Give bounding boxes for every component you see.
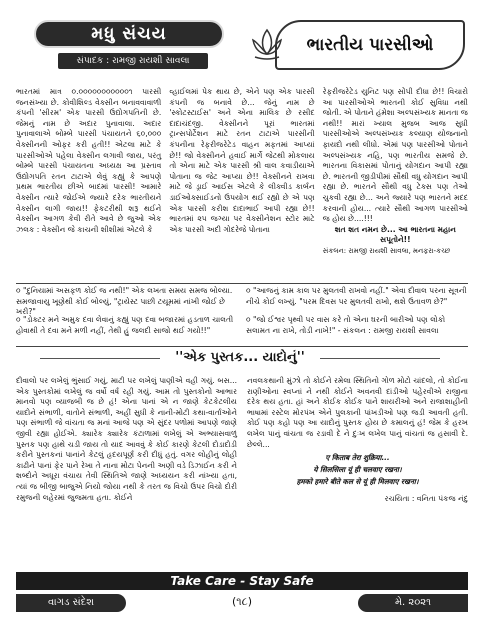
story-column-1	[16, 376, 237, 505]
poem-line: ए किताब तेरा शुक्रिया...	[325, 453, 390, 463]
compiler-credit: સંકલન: રામજી રાયશી સાવલા, મનફરા-કચ્છ	[322, 246, 451, 255]
story-text: દીવાલો પર લખેલું ભુંસાઈ ગયું, માટી પર લખેલું પાણીએ વહી ગયું. બસ... એક પુસ્તકોમાં લખેલું જ વર્ષો વર્ષ રહી ગયું. આમ તો પુસ્તકોનો આભાર માનવો પણ વ્યાજબી જ છે હં! એના પાનાં એ ન જાણે કેટકેટલીય યાદોને સંભાળી, વાતોને સંભાળી, અહીં સુધી કે નાની-મોટી કથા-વાર્તાઓને પણ સંભાળી જે વાંચતા જ મનાં આજે પણ એ સુંદર પળોમાં આપણે જાણે જીવી રહ્યા હોઈએ. ક્યારેક ક્યારેક કંટાળામાં લખેલું એ અભ્યાસવાળું પુસ્તક પણ હાથે ચડી જાય તો યાદ આવવું કે કોઈ કારણે કેટલી દોડાદોડી કરીને પુસ્તકનાં પાનાંને કેટલું હૃદયપૂર્ણ કરી દીધું હતું. વગર લોહીનું લોહી કાઢીને પાનાં ફેર પાને રેખા તે નાના મોટા પેનની અણી વડે ડિઝાઈન કરી ને શબ્દોને અધૂરા વંચાય તેવી સ્થિતિએ જાણે અધ્યયન કરી નાંખ્યા હતા, ત્યાં જ બીજી બાજુએ નિયો જોયા નથી કે તરત જ વિચો ઉપર વિચો દોરી રમુજની લહેરમાં જુજમતા હતા. કોઈને	[16, 376, 237, 502]
page-number: (૧૮)	[231, 595, 253, 608]
quote: ૦ "આજનું કામ કાલ પર મુલતવી રાખવો નહીં." એવા દીવાલ પરના સૂત્રની નીચે કોઈ લખ્યું. "પરમ દિવસ પર મુલતવી રાખો, થશે ઉતાવળ છે?"	[246, 286, 467, 306]
divider	[16, 346, 468, 347]
article-title: ભારતીય પારસીઓ	[275, 20, 465, 70]
article-text: રેફરીજરેટેડ યુનિટ પણ સોંપી દીધા છે!! વિચારો આ પારસીઓએ ભારતની કોઈ સુવિધા નથી જોતી. એ પોતાને હંમેશા અલ્પસંખ્યક માનતા જ નથી!! મારાં ખ્યાલ મુજબ આજ સુધી પારસીઓએ અલ્પસંખ્યક કલ્યાણ યોજનાનો ફાયદો નથી લીધો. એમાં પણ પારસીઓ પોતાને અલ્પસંખ્યક નહિ, પણ ભારતીય સમજે છે. ભારતના વિકાસમાં પોતાનું યોગદાન આપી રહ્યા છે. ભારતની જીડીપીમાં સૌથી વધુ યોગદાન આપી રહ્યા છે. ભારતને સૌથી વધુ ટેક્સ પણ તેઓ ચુકવી રહ્યા છે... અને જ્યારે પણ ભારતને મદદ કરવાની હોય... ત્યારે સૌથી આગળ પારસીઓ જ હોય છે....!!!	[322, 87, 468, 224]
divider	[16, 283, 468, 284]
quote: ૦ "જો ઈશ્વર પૃથ્વી પર વાસ કરે તો એના ઘરની બારીઓ પણ લોકો સલામત ના રાખે, તોડી નાખે!" - સંકલન : રામજી રાયશી સાવલા	[246, 315, 446, 335]
story-author: રચયિતા : વનિતા પંકજ નંદુ	[384, 494, 468, 504]
poem-line: ये सिलसिला यूं ही चलवाए रखना।	[313, 465, 402, 475]
story-column-2	[247, 376, 468, 505]
article-header	[247, 20, 467, 72]
quote: ૦ "ડોક્ટર મને અમુક દવા લેવાનું કહ્યું પણ દવા બજારમાં હડતાળ ચાલતી હોવાથી તે દવા મને મળી નહીં, તેથી હું જલદી સાજો થઈ ગયો!!"	[16, 315, 234, 335]
safety-banner: Take Care - Stay Safe	[16, 572, 468, 590]
issue-date: મે. ૨૦૨૧	[358, 594, 468, 612]
article-text: વ્હાઈલમાં પેક થાય છે, એને પણ એક પારસી કંપની જ બનાવે છે... જેનું નામ છે 'સ્કોટસ્ટાઈસ' અને એના માલિક છે રસીદ દાદાચંદજી. વેક્સીનને પૂરાં ભારતમાં ટ્રાન્સપોર્ટેશન માટે રતન ટાટાએ પારસીની કંપનીના રેફરીજરેટેડ વાહન મફતમાં આપ્યાં છે!! જો વેક્સીનને હવાઈ માર્ગે જેટથી મોકલાય તો એના માટે એક પારસી શ્રી વાલ કવાડીયાએ પોતાના જ જેટ આપ્યા છે!! વેક્સીનને રાખવા માટે જે ડ્રાઈ આઈસ એટલે કે લીક્વીડ કાર્બન ડાઈઓક્સાઈડનો ઉપયોગ થઈ રહ્યો છે એ પણ એક પારસી કરીશ દાદાભાઈ આપી રહ્યા છે!! ભારતમાં ૨૫ જગ્યા પર વેક્સીનેશન સ્ટોર માટે એક પારસી અદી ગોદરેજે પોતાના	[169, 87, 315, 234]
hindi-poem	[247, 452, 468, 488]
article-column-3	[323, 87, 468, 257]
column-title: મધુ સંચય	[34, 20, 224, 48]
column-header	[18, 20, 245, 72]
story-body	[16, 376, 468, 505]
article-column-2	[169, 87, 314, 257]
page-footer	[16, 592, 468, 614]
magazine-name: વાગડ સંદેશ	[16, 594, 126, 612]
tribute-line: શત શત નમન છે... આ ભારતના મહાન સપૂતોને!!	[334, 224, 456, 245]
editor-byline: સંપાદક : રામજી રાયશી સાવલા	[58, 53, 208, 69]
quote-row-2	[16, 315, 468, 336]
quote-row-1	[16, 286, 468, 318]
article-body	[16, 87, 468, 257]
story-text: નવલકથાની મુંઝો તો કોઈને રમેલા સ્થિતિનો ગોળ મોટો ચાંદલો, તો કોઈના રાણીઓના સ્વપ્નાં ને નથી કોઈને અવનવી દાંડીઓ પહેરવીએ રાજીના દરેક થય હતા. હાં અને કોઈક કોઈક પાને શાયરીઓ અને રાજાશાહીની ભાષામાં રસ્ટેલ મોરપંખ એને પુલકાની પાંખડીઓ પણ જડી આવતી હતી. કોઈ પણ કહો પણ આ યાદોનું પુસ્તક હોય છે કમાલનું હં! જેમ કે હરખ લખેલ પાનું વાંચતા જ રડાવી દે ને દુઃખ લખેલ પાનું વાંચતાં જ હસાવી દે. છેલ્લે...	[247, 376, 468, 449]
article-text: ભારતમાં માત્ર ૦.૦૦૦૦૦૦૦૦૦૦૦૧ પારસી જનસંખ્યા છે. કોવીશિલ્ડ વેક્સીન બનાવવાવાળી કંપની 'સીરમ' એક પારસી ઉદ્યોગપતિની છે. જેમનું નામ છે અદાર પુનાવાલા. અદાર પુનાવાલાએ બોમ્બે પારસી પંચાયતને ૬૦,૦૦૦ વેક્સીનની ઓફર કરી હતી!! એટલા માટે કે પારસીઓએ પહેલા વેક્સીન લગાવી જાય, પરંતુ બોમ્બે પારસી પંચાયતના અધ્યક્ષ આ પ્રસ્તાવ ઉદ્યોગપતિ રતન ટાટાએ લેવું કહ્યું કે આપણે પ્રથમ ભારતીય છીએ બાદમાં પારસી! આમારે વેક્સીન ત્યારે જોઈએ જ્યારે દરેક ભારતીયને વેક્સીન લાગી જાય!! ફેકટરીથી શરૂ થઈને વેક્સીન આગળ કેવી રીતે આવે છે જુઓ એક ઝલક : વેક્સીન જે કાચની શીશીમાં એટલે કે	[16, 87, 162, 234]
quote: ૦ "દુનિયામાં અસફળ કોઈ જ નથી!" એક લખતા સમય સમજ બોલ્યા. સમજાવાયુ ખૂણેથી કોઈ બોલ્યું, "ટ્રાયેસ્ટ પાછી ટયૂમમાં નાંખી જોઈ છે ખરી?"	[16, 286, 233, 317]
title-rule-right	[320, 358, 440, 359]
article-column-1	[16, 87, 161, 257]
poem-line: हमको हमारे बीते कल से यूं ही मिलवाए रखना।	[296, 477, 419, 487]
section-title: ''એક પુસ્તક... યાદોનું''	[175, 350, 305, 365]
